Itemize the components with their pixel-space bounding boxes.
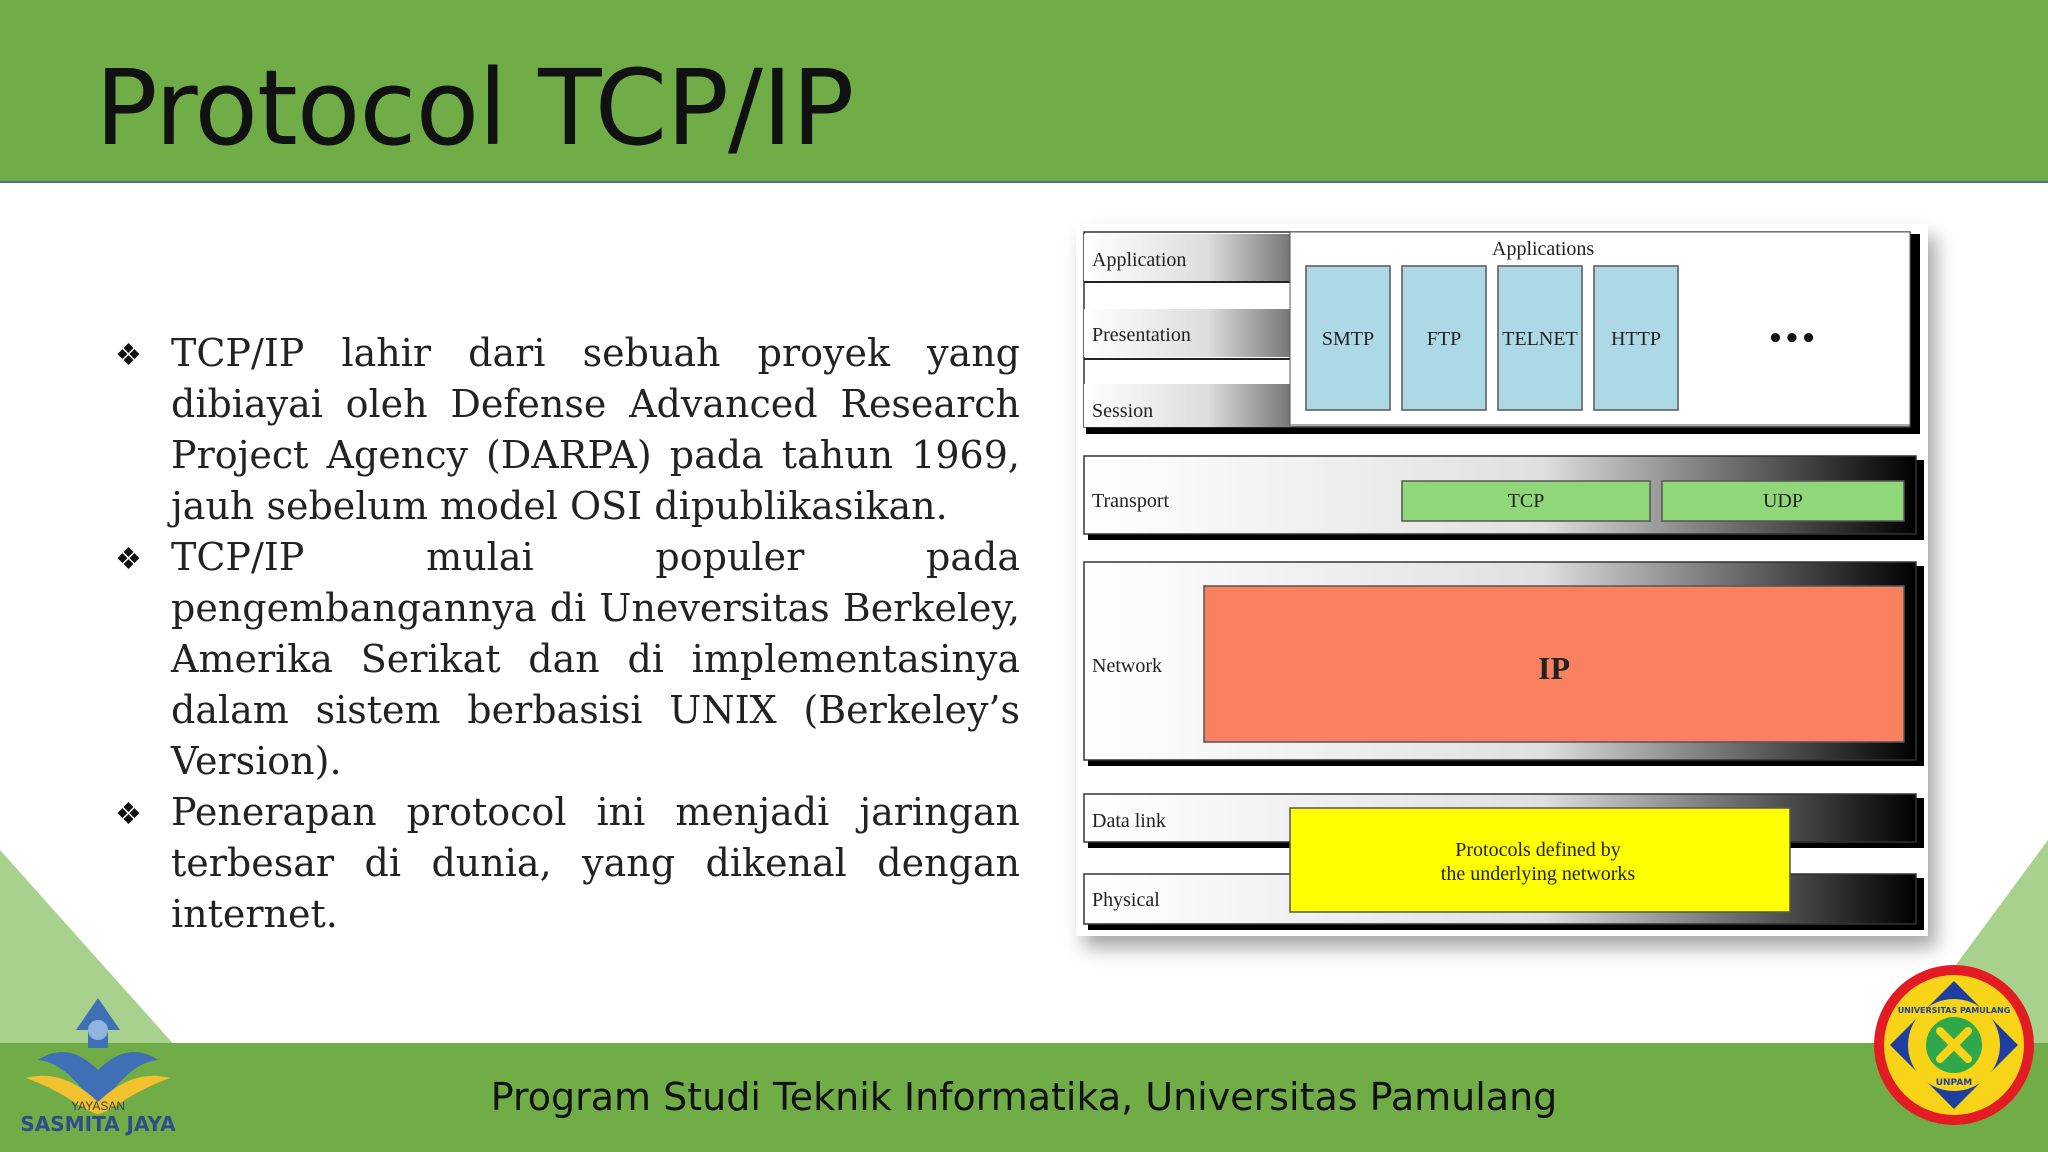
underlying-label-line1: Protocols defined by [1455,839,1621,861]
tcpip-layer-diagram [1076,224,1928,936]
layer-label-physical: Physical [1092,889,1160,911]
seal-bottom-text: UNPAM [1935,1078,1973,1088]
bullet-text: TCP/IP lahir dari sebuah proyek yang dibiayai oleh Defense Advanced Research Project Agency (DARPA) pada tahun 1969, jauh sebelum model OSI dipublikasikan. [171,331,1020,528]
layer-label-transport: Transport [1092,490,1170,512]
logo-left-line1: YAYASAN [70,1099,126,1113]
udp-label: UDP [1762,490,1804,512]
bullet-item [115,328,1020,532]
app-label-smtp: SMTP [1321,328,1375,350]
app-label-http: HTTP [1611,328,1661,350]
bullet-text: TCP/IP mulai populer pada pengembangannya di Uneversitas Berkeley, Amerika Serikat dan di implementasinya dalam sistem berbasisi UNIX (Berkeley’s Version). [171,535,1020,783]
footer-text: Program Studi Teknik Informatika, Universitas Pamulang [490,1075,1558,1119]
yayasan-sasmita-jaya-logo [8,990,188,1140]
unpam-seal-icon [1872,963,2036,1127]
ellipsis-icon: ••• [1767,324,1817,354]
underlying-label-line2: the underlying networks [1440,863,1636,885]
logo-left-line2: SASMITA JAYA [20,1112,176,1136]
bullet-list [115,328,1020,940]
layer-label-datalink: Data link [1092,810,1166,832]
applications-heading: Applications [1492,238,1595,260]
diamond-bullet-icon: ❖ [115,338,142,373]
universitas-pamulang-seal [1872,963,2036,1127]
tcp-label: TCP [1507,490,1545,512]
ip-label: IP [1538,650,1570,686]
header-bar [0,0,2048,183]
seal-top-text: UNIVERSITAS PAMULANG [1897,1006,2011,1015]
app-label-ftp: FTP [1426,328,1462,350]
diamond-bullet-icon: ❖ [115,542,142,577]
layer-label-session: Session [1092,400,1154,422]
layer-label-network: Network [1092,655,1162,677]
diagram-svg [1076,224,1928,936]
bullet-item [115,532,1020,787]
wayang-emblem-icon [8,990,188,1140]
bullet-text: Penerapan protocol ini menjadi jaringan terbesar di dunia, yang dikenal dengan internet. [171,790,1020,936]
slide-title: Protocol TCP/IP [95,47,854,169]
layer-label-presentation: Presentation [1092,324,1191,346]
diamond-bullet-icon: ❖ [115,797,142,832]
app-label-telnet: TELNET [1502,328,1578,350]
layer-label-application: Application [1092,249,1187,271]
